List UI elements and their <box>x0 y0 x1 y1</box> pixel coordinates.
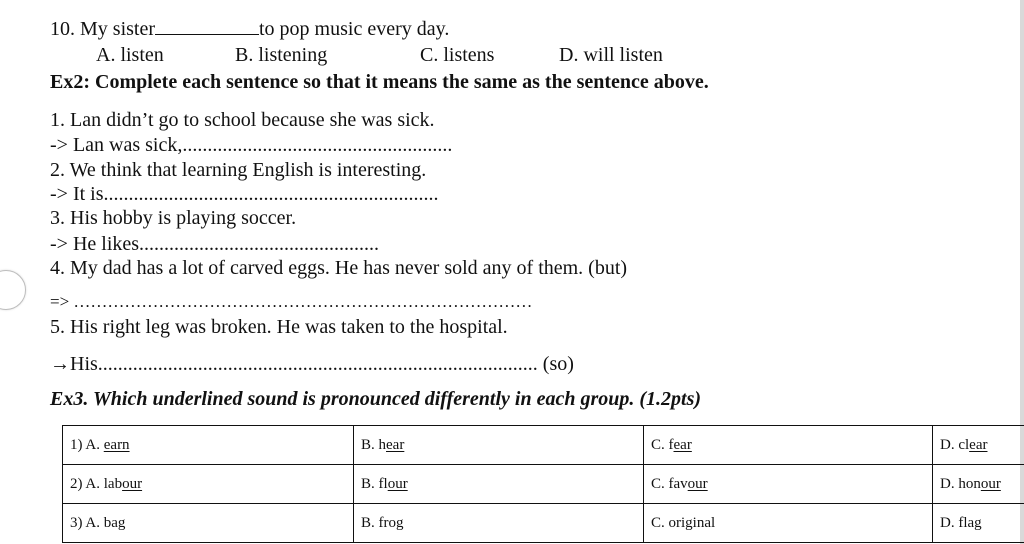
question-10 <box>50 16 449 41</box>
question-number: 10. <box>50 18 75 40</box>
underlined-sound: our <box>122 475 143 492</box>
underlined-sound: ear <box>673 436 692 453</box>
option-prefix: B. <box>361 514 379 531</box>
word-base: hon <box>958 475 981 492</box>
option-cell <box>354 426 644 465</box>
table-row <box>63 504 1024 543</box>
option-prefix: 1) A. <box>70 436 104 453</box>
ex2-q1: 1. Lan didn’t go to school because she was sick. <box>50 109 435 131</box>
option-prefix: D. <box>940 436 959 453</box>
ex2-heading: Ex2: Complete each sentence so that it means the same as the sentence above. <box>50 71 709 93</box>
question-text-after: to pop music every day. <box>259 18 450 40</box>
answer-blank[interactable] <box>155 16 259 35</box>
word-base: f <box>668 436 674 453</box>
option-c: C. listens <box>420 44 495 66</box>
option-d: D. will listen <box>559 44 663 66</box>
question-text-before: My sister <box>80 18 155 40</box>
option-prefix: D. <box>940 514 959 531</box>
table-row <box>63 465 1024 504</box>
word-base: ba <box>103 514 118 531</box>
option-cell <box>933 504 1024 543</box>
underlined-sound: our <box>687 475 708 492</box>
ex2-q4: 4. My dad has a lot of carved eggs. He has never sold any of them. (but) <box>50 257 628 279</box>
option-prefix: C. <box>651 436 669 453</box>
left-scroll-bubble[interactable] <box>0 270 26 310</box>
word-base: cl <box>958 436 970 453</box>
option-cell <box>63 465 354 504</box>
option-cell <box>644 504 933 543</box>
option-prefix: 2) A. <box>70 475 104 492</box>
ex2-a4[interactable]: => ……………………………………………………………………… <box>50 292 533 311</box>
word-base: fav <box>668 475 688 492</box>
ex2-a5[interactable]: →His........................................................................................ (so) <box>50 353 574 375</box>
ex3-heading: Ex3. Which underlined sound is pronounced differently in each group. (1.2pts) <box>50 388 702 410</box>
underlined-sound: g <box>117 514 126 531</box>
option-prefix: D. <box>940 475 959 492</box>
word-base: h <box>378 436 387 453</box>
ex2-q3: 3. His hobby is playing soccer. <box>50 207 297 229</box>
option-cell <box>63 426 354 465</box>
option-prefix: 3) A. <box>70 514 104 531</box>
option-cell <box>933 465 1024 504</box>
option-cell <box>644 465 933 504</box>
option-prefix: B. <box>361 436 379 453</box>
underlined-sound: our <box>980 475 1001 492</box>
ex2-q5: 5. His right leg was broken. He was taken to the hospital. <box>50 316 508 338</box>
option-b: B. listening <box>235 44 328 66</box>
option-a: A. listen <box>96 44 164 66</box>
word-base: flag <box>958 514 982 531</box>
option-cell <box>354 465 644 504</box>
underlined-sound: ear <box>969 436 988 453</box>
option-prefix: B. <box>361 475 379 492</box>
option-cell <box>644 426 933 465</box>
word-base: fl <box>378 475 388 492</box>
ex3-table <box>62 425 1024 543</box>
ex2-a3[interactable]: -> He likes................................................ <box>50 233 380 255</box>
option-prefix: C. <box>651 475 669 492</box>
option-cell <box>63 504 354 543</box>
ex2-q2: 2. We think that learning English is interesting. <box>50 159 427 181</box>
underlined-sound: earn <box>103 436 130 453</box>
option-prefix: C. <box>651 514 669 531</box>
option-cell <box>933 426 1024 465</box>
option-cell <box>354 504 644 543</box>
ex2-a2[interactable]: -> It is................................................................... <box>50 183 439 205</box>
ex2-a1[interactable]: -> Lan was sick,...................................................... <box>50 134 453 156</box>
table-row <box>63 426 1024 465</box>
word-base: lab <box>103 475 123 492</box>
underlined-sound: ear <box>386 436 405 453</box>
word-base: frog <box>378 514 404 531</box>
word-base: original <box>668 514 716 531</box>
underlined-sound: our <box>387 475 408 492</box>
